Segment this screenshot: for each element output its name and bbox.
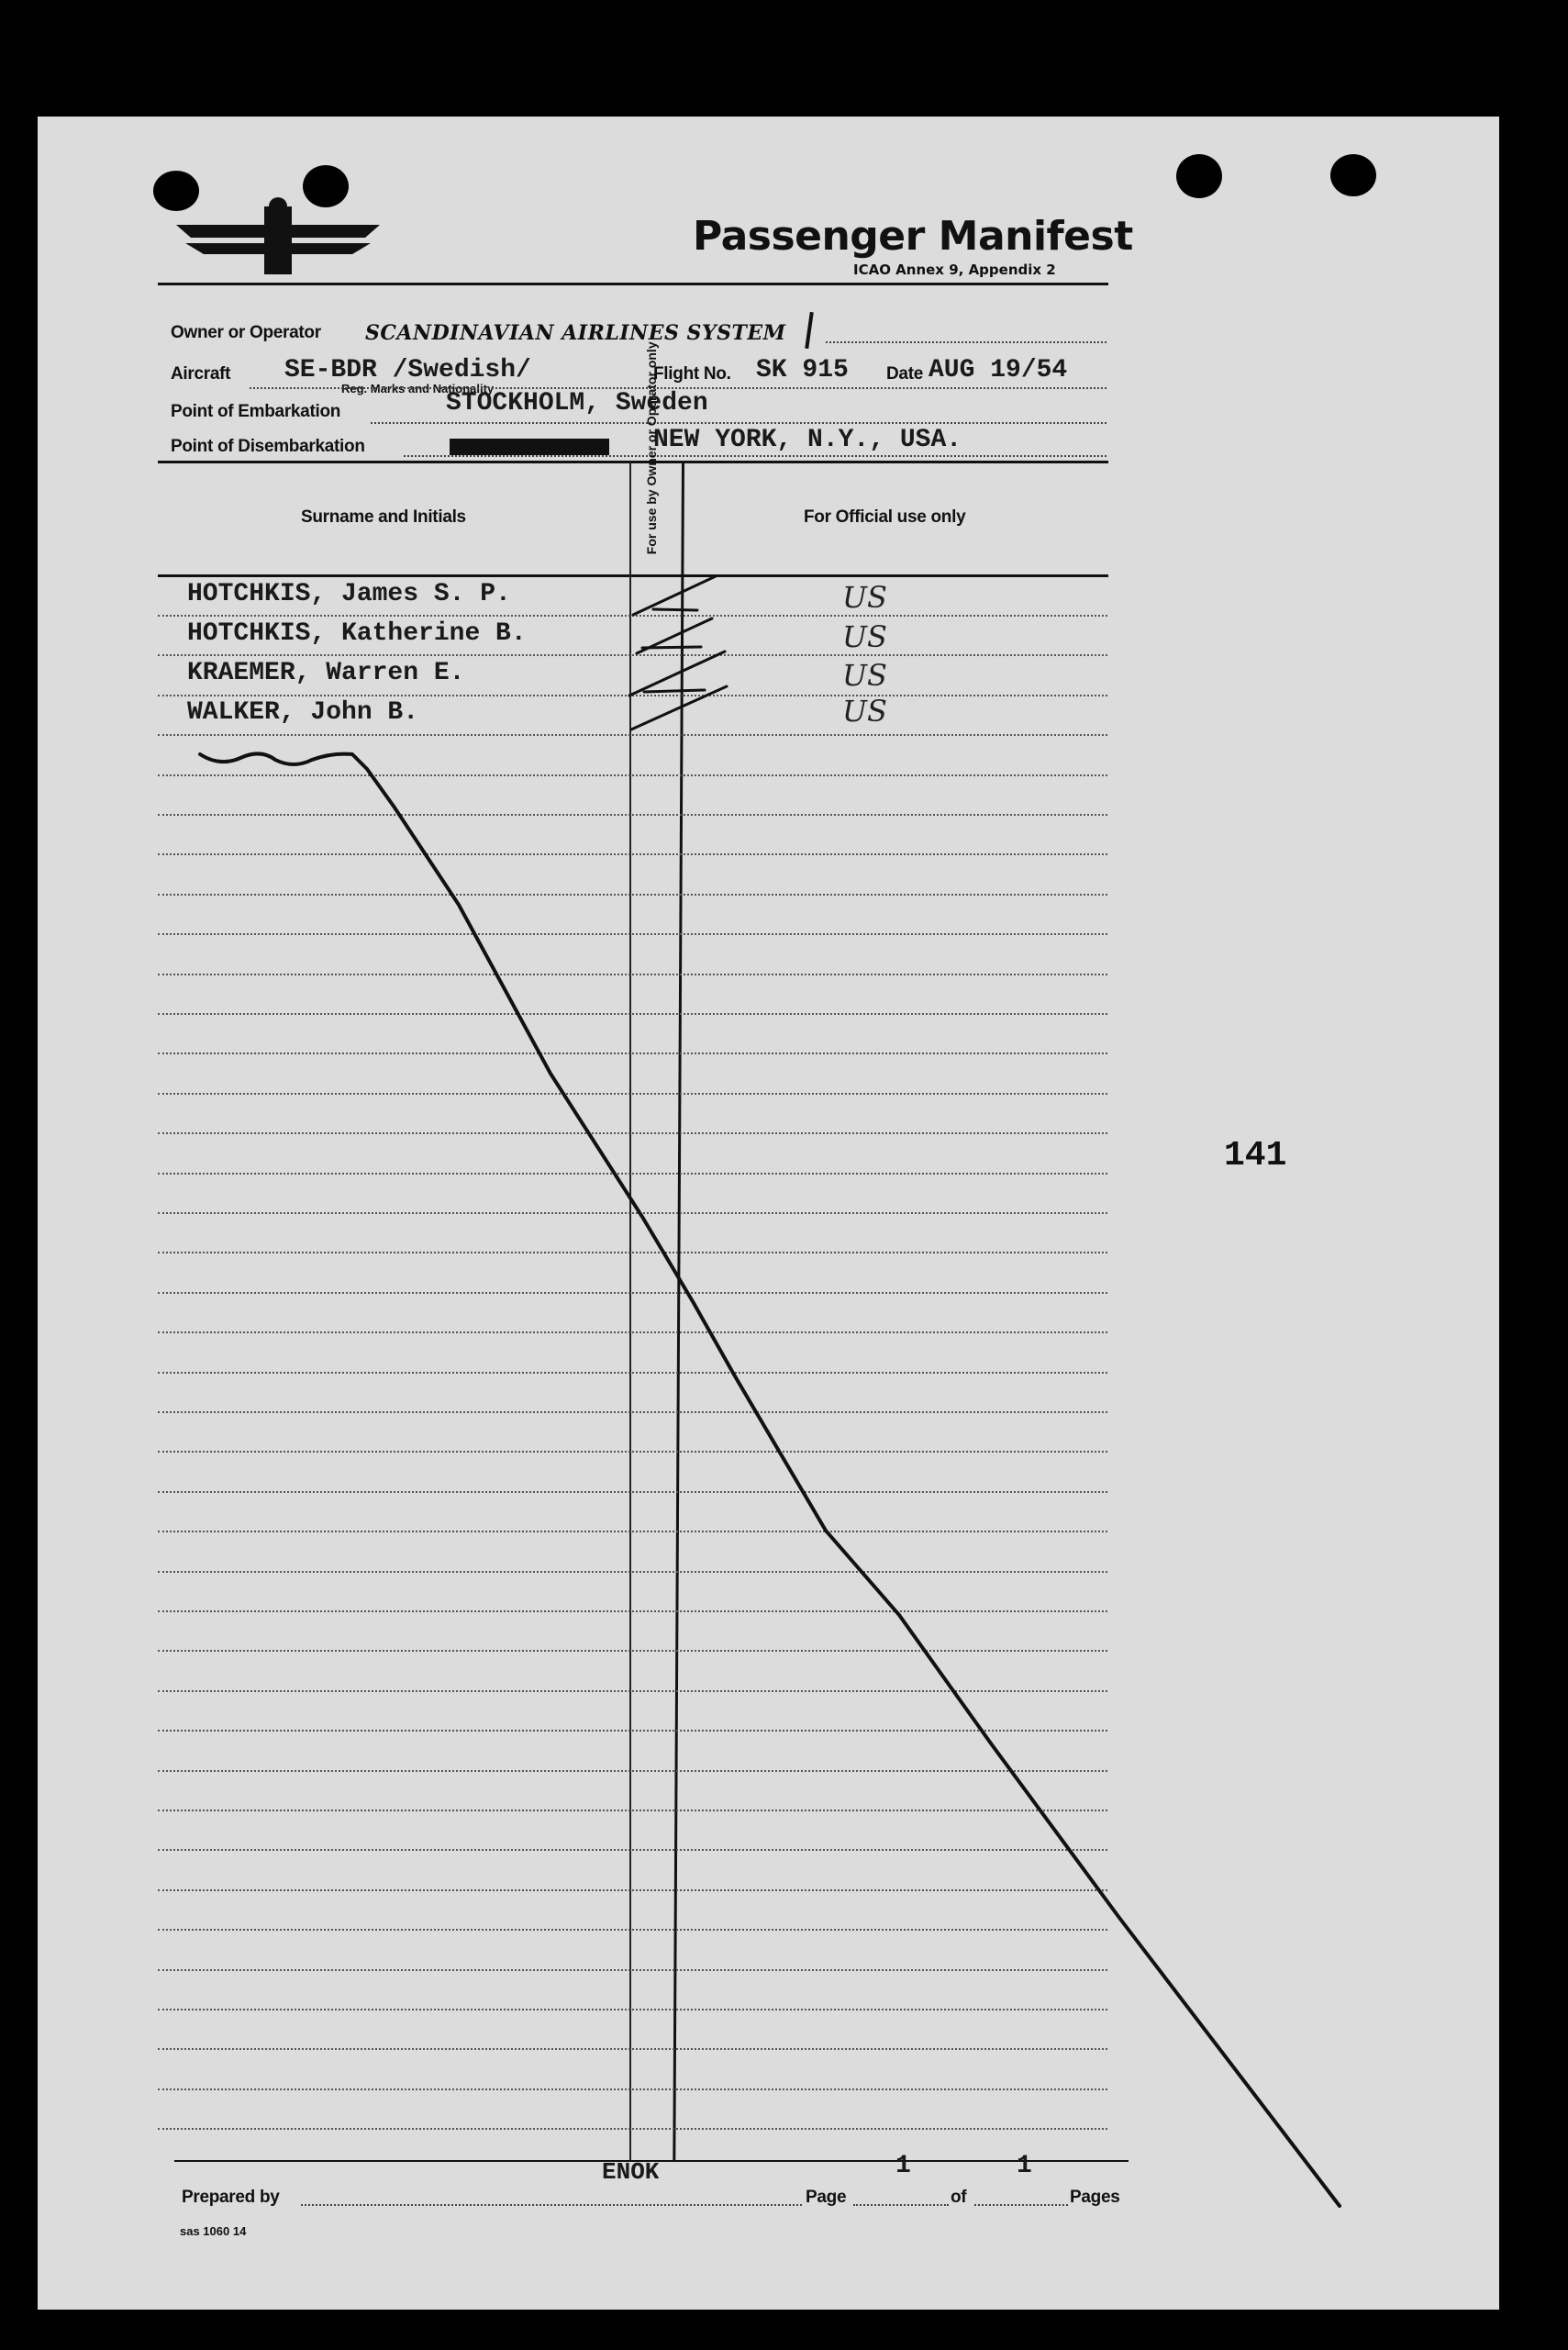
official-mark: US	[842, 694, 887, 729]
ruled-line	[158, 1212, 1107, 1214]
official-mark: US	[842, 619, 887, 654]
ruled-line	[158, 933, 1107, 935]
passenger-name: KRAEMER, Warren E.	[187, 659, 465, 687]
ruled-line	[158, 2009, 1107, 2010]
ruled-line	[158, 1929, 1107, 1931]
header-rule	[158, 283, 1108, 285]
flight-label: Flight No.	[653, 364, 731, 384]
ruled-line	[158, 1650, 1107, 1652]
page-value: 1	[895, 2152, 911, 2180]
ruled-line	[158, 814, 1107, 816]
eagle-logo-icon	[172, 197, 384, 280]
ruled-line	[158, 1491, 1107, 1493]
embarkation-value: STOCKHOLM, Sweden	[446, 389, 708, 418]
ruled-line	[158, 1093, 1107, 1095]
punch-hole	[1176, 154, 1222, 198]
ruled-line	[158, 1610, 1107, 1612]
ruled-line	[158, 1889, 1107, 1891]
form-number: sas 1060 14	[180, 2224, 247, 2238]
owner-value: SCANDINAVIAN AIRLINES SYSTEM	[365, 321, 786, 345]
passenger-name: HOTCHKIS, James S. P.	[187, 580, 511, 608]
ruled-line	[158, 2088, 1107, 2090]
margin-number: 141	[1224, 1136, 1287, 1175]
col-owner-use-header: For use by Owner or Operator only	[644, 341, 659, 555]
ruled-line	[158, 1730, 1107, 1732]
official-mark: US	[842, 580, 887, 615]
ruled-line	[158, 1132, 1107, 1134]
ruled-line	[158, 2128, 1107, 2130]
owner-label: Owner or Operator	[171, 323, 321, 342]
col-official-header: For Official use only	[804, 507, 966, 527]
flight-value: SK 915	[756, 356, 849, 384]
page-subtitle: ICAO Annex 9, Appendix 2	[853, 262, 1056, 278]
official-mark: US	[842, 658, 887, 693]
passenger-name: HOTCHKIS, Katherine B.	[187, 619, 527, 648]
passenger-name: WALKER, John B.	[187, 698, 419, 727]
ruled-line	[158, 654, 1107, 656]
ruled-line	[158, 774, 1107, 776]
embarkation-label: Point of Embarkation	[171, 402, 341, 421]
date-label: Date	[886, 364, 923, 384]
ruled-line	[158, 1849, 1107, 1851]
of-label: of	[951, 2188, 967, 2207]
pages-value: 1	[1017, 2152, 1032, 2180]
ruled-line	[158, 853, 1107, 855]
ruled-line	[158, 1331, 1107, 1333]
ruled-line	[158, 1810, 1107, 1811]
ruled-line	[158, 1411, 1107, 1413]
ruled-line	[158, 1173, 1107, 1175]
ruled-line	[158, 695, 1107, 696]
page-label: Page	[806, 2188, 847, 2207]
ruled-line	[158, 894, 1107, 896]
pages-dotted-line	[974, 2204, 1068, 2206]
ruled-line	[158, 734, 1107, 736]
aircraft-label: Aircraft	[171, 364, 231, 384]
table-header-rule	[158, 574, 1108, 577]
page-dotted-line	[853, 2204, 949, 2206]
prepared-by-label: Prepared by	[182, 2188, 280, 2207]
ruled-line	[158, 1252, 1107, 1253]
col-surname-header: Surname and Initials	[301, 507, 466, 527]
disembarkation-label: Point of Disembarkation	[171, 437, 365, 456]
ruled-line	[158, 1013, 1107, 1015]
ruled-line	[158, 1571, 1107, 1573]
embarkation-dotted-line	[371, 422, 1106, 424]
pages-label: Pages	[1070, 2188, 1120, 2207]
ruled-line	[158, 1292, 1107, 1294]
ruled-line	[158, 1690, 1107, 1692]
disembarkation-dotted-line	[404, 455, 1106, 457]
ruled-line	[158, 974, 1107, 975]
date-value: AUG 19/54	[929, 356, 1068, 384]
disembarkation-value: NEW YORK, N.Y., USA.	[653, 426, 962, 454]
page-title: Passenger Manifest	[693, 213, 1133, 260]
ruled-line	[158, 1451, 1107, 1453]
ruled-line	[158, 615, 1107, 617]
ruled-line	[158, 1372, 1107, 1374]
ruled-line	[158, 2048, 1107, 2050]
prepared-dotted-line	[301, 2204, 802, 2206]
punch-hole	[1330, 154, 1376, 196]
ruled-line	[158, 1969, 1107, 1971]
aircraft-value: SE-BDR /Swedish/	[284, 356, 531, 384]
struck-out-text	[450, 439, 609, 455]
owner-dotted-line	[826, 341, 1106, 343]
column-divider	[629, 462, 631, 2160]
ruled-line	[158, 1770, 1107, 1772]
prepared-by-value: ENOK	[602, 2158, 660, 2186]
ruled-line	[158, 1052, 1107, 1054]
ruled-line	[158, 1531, 1107, 1532]
reg-marks-label: Reg. Marks and Nationality	[341, 382, 495, 395]
